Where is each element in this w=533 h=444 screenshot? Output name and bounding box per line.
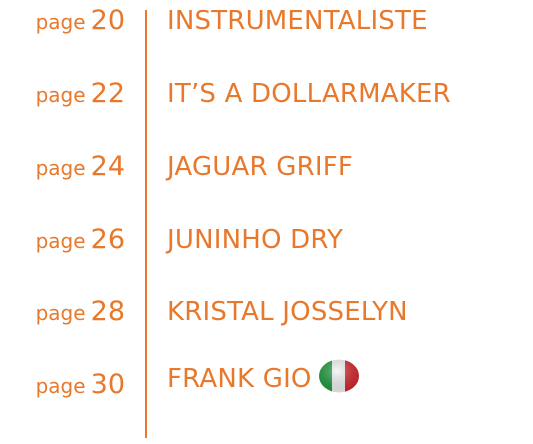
entry-title: JUNINHO DRY [167, 225, 344, 255]
page-number: 28 [90, 296, 125, 327]
page-label: page [35, 229, 86, 253]
toc-entry-6[interactable] [0, 364, 533, 404]
page-reference [36, 80, 125, 107]
page-number: 30 [90, 369, 125, 400]
entry-title: KRISTAL JOSSELYN [167, 297, 408, 327]
page-reference [36, 153, 125, 180]
toc-entry-2[interactable] [0, 73, 533, 113]
entry-title: IT’S A DOLLARMAKER [167, 79, 451, 109]
page-reference [36, 371, 125, 398]
page-number: 26 [90, 224, 125, 255]
page-label: page [35, 83, 86, 107]
page-label: page [35, 374, 86, 398]
page-label: page [35, 10, 86, 34]
page-reference [36, 226, 125, 253]
entry-title: JAGUAR GRIFF [167, 152, 354, 182]
entry-title: INSTRUMENTALISTE [167, 6, 428, 36]
page-label: page [35, 301, 86, 325]
italy-flag-icon [318, 359, 360, 398]
toc-entry-4[interactable] [0, 219, 533, 259]
toc-entry-1[interactable] [0, 0, 533, 40]
page-reference [36, 298, 125, 325]
entry-title-text: FRANK GIO [167, 364, 312, 394]
page-number: 24 [90, 151, 125, 182]
page-number: 20 [90, 5, 125, 36]
page-reference [36, 7, 125, 34]
page-label: page [35, 156, 86, 180]
toc-entry-5[interactable] [0, 291, 533, 331]
entry-title [167, 359, 360, 398]
toc-entry-3[interactable] [0, 146, 533, 186]
page-number: 22 [90, 78, 125, 109]
